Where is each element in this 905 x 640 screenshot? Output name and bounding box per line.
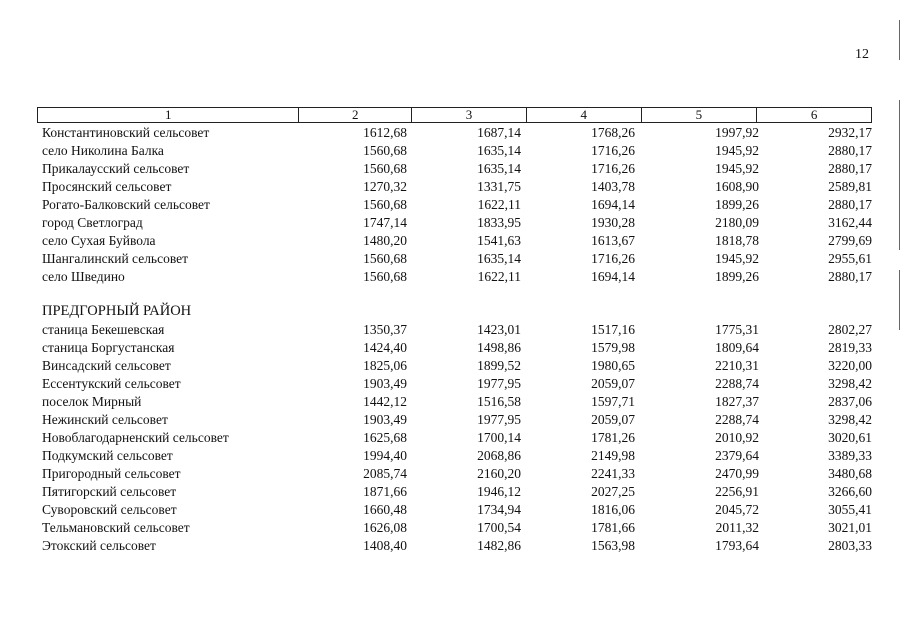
value-col-2: 1442,12 <box>363 394 407 409</box>
value-col-6: 2799,69 <box>828 233 872 248</box>
table-row <box>37 339 872 357</box>
value-col-6: 2932,17 <box>828 125 872 140</box>
table-row <box>37 160 872 178</box>
value-col-4: 1816,06 <box>591 502 635 517</box>
table-row <box>37 501 872 519</box>
value-col-2: 1408,40 <box>363 538 407 553</box>
value-col-3: 1482,86 <box>477 538 521 553</box>
value-col-3: 1833,95 <box>477 215 521 230</box>
settlement-name: Нежинский сельсовет <box>42 412 168 427</box>
settlement-name: Тельмановский сельсовет <box>42 520 190 535</box>
settlement-name: Подкумский сельсовет <box>42 448 173 463</box>
value-col-3: 1622,11 <box>477 197 521 212</box>
value-col-6: 3055,41 <box>828 502 872 517</box>
scan-edge-mark <box>899 20 900 60</box>
value-col-3: 1635,14 <box>477 161 521 176</box>
value-col-2: 1560,68 <box>363 197 407 212</box>
value-col-6: 2803,33 <box>828 538 872 553</box>
value-col-4: 1781,26 <box>591 430 635 445</box>
value-col-2: 1625,68 <box>363 430 407 445</box>
value-col-3: 1423,01 <box>477 322 521 337</box>
value-col-3: 1516,58 <box>477 394 521 409</box>
section-title: ПРЕДГОРНЫЙ РАЙОН <box>42 303 192 319</box>
column-header: 1 <box>38 108 299 122</box>
value-col-5: 2288,74 <box>715 376 759 391</box>
value-col-4: 1930,28 <box>591 215 635 230</box>
value-col-6: 2802,27 <box>828 322 872 337</box>
value-col-5: 1793,64 <box>715 538 759 553</box>
table-row <box>37 124 872 142</box>
column-header: 3 <box>412 108 527 122</box>
value-col-3: 1498,86 <box>477 340 521 355</box>
value-col-6: 2880,17 <box>828 143 872 158</box>
value-col-2: 1480,20 <box>363 233 407 248</box>
table-row <box>37 142 872 160</box>
value-col-2: 1994,40 <box>363 448 407 463</box>
value-col-4: 2059,07 <box>591 376 635 391</box>
table-row <box>37 196 872 214</box>
value-col-6: 3162,44 <box>828 215 872 230</box>
value-col-4: 1768,26 <box>591 125 635 140</box>
value-col-3: 1331,75 <box>477 179 521 194</box>
value-col-5: 2256,91 <box>715 484 759 499</box>
settlement-name: Новоблагодарненский сельсовет <box>42 430 229 445</box>
column-header: 5 <box>642 108 758 122</box>
settlement-name: станица Бекешевская <box>42 322 165 337</box>
table-body <box>37 124 872 555</box>
value-col-4: 1597,71 <box>591 394 635 409</box>
scan-edge-mark <box>899 100 900 250</box>
value-col-6: 2955,61 <box>828 251 872 266</box>
value-col-2: 1560,68 <box>363 143 407 158</box>
value-col-3: 2068,86 <box>477 448 521 463</box>
value-col-6: 3020,61 <box>828 430 872 445</box>
settlement-name: Ессентукский сельсовет <box>42 376 181 391</box>
value-col-6: 2880,17 <box>828 197 872 212</box>
settlement-name: Винсадский сельсовет <box>42 358 171 373</box>
value-col-5: 2011,32 <box>715 520 759 535</box>
settlement-name: Прикалаусский сельсовет <box>42 161 190 176</box>
value-col-6: 2819,33 <box>828 340 872 355</box>
value-col-6: 3480,68 <box>828 466 872 481</box>
value-col-2: 1560,68 <box>363 269 407 284</box>
section-gap <box>37 286 872 301</box>
value-col-5: 2379,64 <box>715 448 759 463</box>
value-col-6: 2880,17 <box>828 269 872 284</box>
value-col-5: 1775,31 <box>715 322 759 337</box>
value-col-5: 2045,72 <box>715 502 759 517</box>
value-col-2: 1626,08 <box>363 520 407 535</box>
value-col-5: 1818,78 <box>715 233 759 248</box>
value-col-2: 1660,48 <box>363 502 407 517</box>
value-col-6: 2837,06 <box>828 394 872 409</box>
value-col-2: 1424,40 <box>363 340 407 355</box>
value-col-5: 2470,99 <box>715 466 759 481</box>
value-col-4: 1716,26 <box>591 143 635 158</box>
value-col-2: 1903,49 <box>363 412 407 427</box>
table-header <box>37 107 872 123</box>
value-col-4: 1716,26 <box>591 251 635 266</box>
settlement-name: село Сухая Буйвола <box>42 233 156 248</box>
value-col-2: 2085,74 <box>363 466 407 481</box>
scan-edge-mark <box>899 270 900 330</box>
value-col-2: 1560,68 <box>363 161 407 176</box>
settlement-name: Просянский сельсовет <box>42 179 172 194</box>
value-col-4: 1613,67 <box>591 233 635 248</box>
value-col-3: 1541,63 <box>477 233 521 248</box>
value-col-5: 1899,26 <box>715 269 759 284</box>
value-col-5: 1997,92 <box>715 125 759 140</box>
settlement-name: Этокский сельсовет <box>42 538 156 553</box>
table-row <box>37 429 872 447</box>
value-col-5: 2180,09 <box>715 215 759 230</box>
value-col-2: 1350,37 <box>363 322 407 337</box>
settlement-name: Рогато-Балковский сельсовет <box>42 197 210 212</box>
value-col-3: 1977,95 <box>477 376 521 391</box>
settlement-name: город Светлоград <box>42 215 143 230</box>
value-col-6: 3266,60 <box>828 484 872 499</box>
value-col-4: 1517,16 <box>591 322 635 337</box>
section-row <box>37 301 872 321</box>
value-col-5: 2210,31 <box>715 358 759 373</box>
table-row <box>37 465 872 483</box>
table-row <box>37 519 872 537</box>
value-col-3: 1899,52 <box>477 358 521 373</box>
value-col-6: 3298,42 <box>828 412 872 427</box>
value-col-5: 2288,74 <box>715 412 759 427</box>
value-col-2: 1612,68 <box>363 125 407 140</box>
value-col-3: 1977,95 <box>477 412 521 427</box>
page-number: 12 <box>855 47 869 62</box>
table-row <box>37 393 872 411</box>
settlement-name: Пятигорский сельсовет <box>42 484 177 499</box>
table-row <box>37 268 872 286</box>
value-col-5: 1945,92 <box>715 143 759 158</box>
value-col-3: 2160,20 <box>477 466 521 481</box>
table-row <box>37 321 872 339</box>
value-col-5: 1945,92 <box>715 161 759 176</box>
column-header: 4 <box>527 108 642 122</box>
value-col-6: 2589,81 <box>828 179 872 194</box>
value-col-4: 1781,66 <box>591 520 635 535</box>
value-col-2: 1270,32 <box>363 179 407 194</box>
value-col-5: 1608,90 <box>715 179 759 194</box>
table-row <box>37 537 872 555</box>
settlement-name: станица Боргустанская <box>42 340 175 355</box>
value-col-6: 3220,00 <box>828 358 872 373</box>
value-col-6: 3021,01 <box>828 520 872 535</box>
table-row <box>37 447 872 465</box>
table-row <box>37 232 872 250</box>
settlement-name: Шангалинский сельсовет <box>42 251 189 266</box>
value-col-4: 1716,26 <box>591 161 635 176</box>
value-col-6: 3298,42 <box>828 376 872 391</box>
table-row <box>37 178 872 196</box>
value-col-4: 1980,65 <box>591 358 635 373</box>
settlement-name: Суворовский сельсовет <box>42 502 177 517</box>
value-col-3: 1622,11 <box>477 269 521 284</box>
table-row <box>37 214 872 232</box>
value-col-5: 1809,64 <box>715 340 759 355</box>
settlement-name: село Николина Балка <box>42 143 164 158</box>
value-col-2: 1560,68 <box>363 251 407 266</box>
settlement-name: село Шведино <box>42 269 125 284</box>
value-col-4: 1563,98 <box>591 538 635 553</box>
value-col-3: 1635,14 <box>477 143 521 158</box>
value-col-3: 1946,12 <box>477 484 521 499</box>
table-row <box>37 375 872 393</box>
value-col-3: 1700,14 <box>477 430 521 445</box>
value-col-4: 1579,98 <box>591 340 635 355</box>
value-col-5: 1899,26 <box>715 197 759 212</box>
value-col-4: 1694,14 <box>591 197 635 212</box>
value-col-5: 1945,92 <box>715 251 759 266</box>
value-col-5: 1827,37 <box>715 394 759 409</box>
value-col-4: 2149,98 <box>591 448 635 463</box>
settlement-name: поселок Мирный <box>42 394 142 409</box>
value-col-4: 1403,78 <box>591 179 635 194</box>
value-col-4: 2027,25 <box>591 484 635 499</box>
table-row <box>37 483 872 501</box>
value-col-3: 1635,14 <box>477 251 521 266</box>
value-col-2: 1903,49 <box>363 376 407 391</box>
value-col-2: 1825,06 <box>363 358 407 373</box>
value-col-4: 2059,07 <box>591 412 635 427</box>
value-col-4: 1694,14 <box>591 269 635 284</box>
settlement-name: Константиновский сельсовет <box>42 125 210 140</box>
value-col-5: 2010,92 <box>715 430 759 445</box>
table-row <box>37 411 872 429</box>
table-row <box>37 250 872 268</box>
value-col-4: 2241,33 <box>591 466 635 481</box>
value-col-3: 1687,14 <box>477 125 521 140</box>
column-header: 2 <box>299 108 412 122</box>
column-header: 6 <box>810 107 818 122</box>
value-col-2: 1871,66 <box>363 484 407 499</box>
value-col-3: 1700,54 <box>477 520 521 535</box>
value-col-6: 3389,33 <box>828 448 872 463</box>
value-col-6: 2880,17 <box>828 161 872 176</box>
settlement-name: Пригородный сельсовет <box>42 466 181 481</box>
value-col-2: 1747,14 <box>363 215 407 230</box>
value-col-3: 1734,94 <box>477 502 521 517</box>
table-row <box>37 357 872 375</box>
